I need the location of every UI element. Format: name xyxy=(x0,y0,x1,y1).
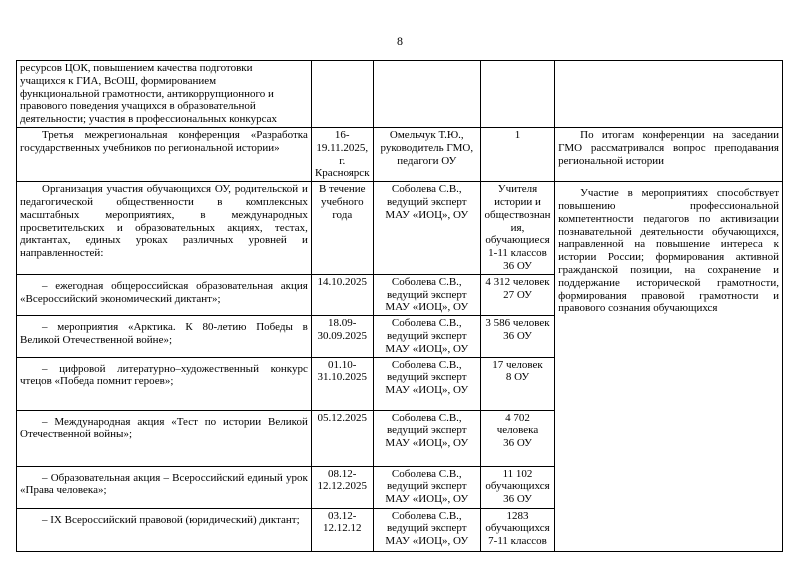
date-line: 12.12.12 xyxy=(323,522,362,535)
participants-line: 27 ОУ xyxy=(503,288,532,301)
result-cell xyxy=(555,61,783,128)
participants-line: истории и xyxy=(494,195,541,208)
date-line: 14.10.2025 xyxy=(317,275,368,288)
activity-text: Организация участия обучающихся ОУ, родительской и педагогической общественности в комплексных масштабных мероприятиях, в международных просветительских и образовательных акциях, тестах, диктантах, единых уроках различных уровней и направленностей: xyxy=(20,183,308,260)
activity-cell xyxy=(17,357,312,410)
participants-cell xyxy=(480,508,554,551)
activity-cell xyxy=(17,410,312,466)
result-text: По итогам конференции на заседании ГМО рассматривался вопрос преподавания региональной истории xyxy=(558,128,779,167)
responsible-line: МАУ «ИОЦ», ОУ xyxy=(385,493,469,506)
responsible-line: Соболева С.В., xyxy=(391,275,462,288)
participants-line: 36 ОУ xyxy=(503,259,532,272)
participants-line: 1-11 классов xyxy=(488,247,547,260)
activities-table xyxy=(16,60,783,552)
date-line: 05.12.2025 xyxy=(317,411,368,424)
responsible-line: педагоги ОУ xyxy=(397,154,457,167)
table-row xyxy=(17,182,783,275)
responsible-cell xyxy=(373,182,480,275)
responsible-line: Соболева С.В., xyxy=(391,183,462,196)
participants-line: обучающихся xyxy=(485,522,550,535)
activity-text: – Образовательная акция – Всероссийский единый урок «Права человека»; xyxy=(20,471,308,497)
participants-cell xyxy=(480,357,554,410)
date-line: 08.12- xyxy=(328,467,357,480)
participants-line: 17 человек xyxy=(492,358,543,371)
participants-text: 1 xyxy=(514,128,521,141)
result-cell xyxy=(555,182,783,551)
result-cell xyxy=(555,127,783,181)
responsible-cell xyxy=(373,61,480,128)
participants-line: человека xyxy=(496,424,539,437)
responsible-line: ведущий эксперт xyxy=(387,480,467,493)
result-text: Участие в мероприятиях способствует повышению профессиональной компетентности педагогов по активизации познавательной деятельности обучающихся, направленной на повышение интереса к истории России; формирования активной гражданской позиции, на сохранение и поддержание исторической грамотности, формирования правовой грамотности и правового сознания обучающихся xyxy=(558,187,779,315)
activity-line: функциональной грамотности, антикоррупционного и xyxy=(20,87,274,100)
date-cell xyxy=(311,466,373,508)
activity-line: учащихся к ГИА, ВсОШ, формированием xyxy=(20,74,217,87)
participants-cell xyxy=(480,182,554,275)
responsible-cell xyxy=(373,316,480,357)
participants-line: 1283 xyxy=(506,509,529,522)
responsible-cell xyxy=(373,508,480,551)
responsible-line: ведущий эксперт xyxy=(387,371,467,384)
date-line: 01.10- xyxy=(328,358,357,371)
responsible-line: ведущий эксперт xyxy=(387,522,467,535)
activity-cell xyxy=(17,61,312,128)
participants-cell xyxy=(480,466,554,508)
date-cell xyxy=(311,182,373,275)
activity-text: – цифровой литературно–художественный конкурс чтецов «Победа помнит героев»; xyxy=(20,362,308,388)
participants-line: ия, xyxy=(510,221,525,234)
date-line: 03.12- xyxy=(328,509,357,522)
activity-cell xyxy=(17,182,312,275)
table-row xyxy=(17,61,783,128)
date-line: 12.12.2025 xyxy=(317,480,368,493)
date-cell xyxy=(311,127,373,181)
participants-cell xyxy=(480,61,554,128)
participants-line: 36 ОУ xyxy=(503,329,532,342)
responsible-line: Соболева С.В., xyxy=(391,467,462,480)
participants-line: обществознан xyxy=(484,208,551,221)
date-line: 31.10.2025 xyxy=(317,371,368,384)
date-line: 16- xyxy=(334,128,350,141)
responsible-line: МАУ «ИОЦ», ОУ xyxy=(385,342,469,355)
participants-cell xyxy=(480,410,554,466)
responsible-line: руководитель ГМО, xyxy=(380,141,474,154)
activity-text: – мероприятия «Арктика. К 80-летию Победы в Великой Отечественной войне»; xyxy=(20,321,308,346)
date-cell xyxy=(311,357,373,410)
responsible-line: МАУ «ИОЦ», ОУ xyxy=(385,437,469,450)
responsible-line: ведущий эксперт xyxy=(387,424,467,437)
activity-cell xyxy=(17,316,312,357)
responsible-line: Соболева С.В., xyxy=(391,509,462,522)
date-cell xyxy=(311,508,373,551)
activity-text: – Международная акция «Тест по истории Великой Отечественной войны»; xyxy=(20,415,308,441)
responsible-cell xyxy=(373,410,480,466)
responsible-line: Соболева С.В., xyxy=(391,411,462,424)
participants-cell xyxy=(480,127,554,181)
activity-cell xyxy=(17,508,312,551)
date-line: 30.09.2025 xyxy=(317,329,368,342)
date-cell xyxy=(311,410,373,466)
responsible-line: Омельчук Т.Ю., xyxy=(389,128,464,141)
activity-text: Третья межрегиональная конференция «Разработка государственных учебников по региональной истории» xyxy=(20,128,308,154)
date-line: 18.09- xyxy=(328,317,357,330)
participants-line: 8 ОУ xyxy=(505,371,530,384)
participants-line: 36 ОУ xyxy=(503,437,532,450)
responsible-cell xyxy=(373,466,480,508)
participants-line: 4 702 xyxy=(505,411,530,424)
activity-line: деятельности; участия в профессиональных конкурсах xyxy=(20,113,278,126)
responsible-line: МАУ «ИОЦ», ОУ xyxy=(385,535,469,548)
responsible-line: ведущий эксперт xyxy=(387,329,467,342)
date-line: 19.11.2025, xyxy=(316,141,369,154)
activity-line: ресурсов ЦОК, повышением качества подготовки xyxy=(20,62,253,74)
participants-cell xyxy=(480,316,554,357)
participants-line: обучающиеся xyxy=(485,234,550,247)
responsible-cell xyxy=(373,127,480,181)
activity-text: – IX Всероссийский правовой (юридический) диктант; xyxy=(42,513,300,526)
responsible-cell xyxy=(373,274,480,315)
date-line: Красноярск xyxy=(314,167,370,180)
date-cell xyxy=(311,316,373,357)
responsible-line: МАУ «ИОЦ», ОУ xyxy=(385,208,469,221)
responsible-line: МАУ «ИОЦ», ОУ xyxy=(385,384,469,397)
responsible-line: Соболева С.В., xyxy=(391,358,462,371)
responsible-line: МАУ «ИОЦ», ОУ xyxy=(385,301,469,314)
date-cell xyxy=(311,274,373,315)
participants-line: 36 ОУ xyxy=(503,493,532,506)
responsible-line: ведущий эксперт xyxy=(387,195,467,208)
participants-line: Учителя xyxy=(497,183,538,196)
date-cell xyxy=(311,61,373,128)
date-line: В течение xyxy=(318,183,366,196)
responsible-line: Соболева С.В., xyxy=(391,317,462,330)
date-line: учебного xyxy=(320,195,364,208)
date-line: г. xyxy=(339,154,346,167)
activity-text: – ежегодная общероссийская образовательная акция «Всероссийский экономический диктант»; xyxy=(20,279,308,305)
participants-line: 3 586 человек xyxy=(485,317,550,330)
table-row xyxy=(17,127,783,181)
participants-line: 7-11 классов xyxy=(488,535,547,548)
responsible-cell xyxy=(373,357,480,410)
activity-line: правового поведения учащихся в образовательной xyxy=(20,100,256,113)
activity-cell xyxy=(17,466,312,508)
page-number: 8 xyxy=(397,34,403,48)
date-line: года xyxy=(332,208,353,221)
activity-cell xyxy=(17,274,312,315)
responsible-line: ведущий эксперт xyxy=(387,288,467,301)
participants-line: 4 312 человек xyxy=(485,275,550,288)
participants-cell xyxy=(480,274,554,315)
participants-line: обучающихся xyxy=(485,480,550,493)
participants-line: 11 102 xyxy=(502,467,533,480)
activity-cell xyxy=(17,127,312,181)
